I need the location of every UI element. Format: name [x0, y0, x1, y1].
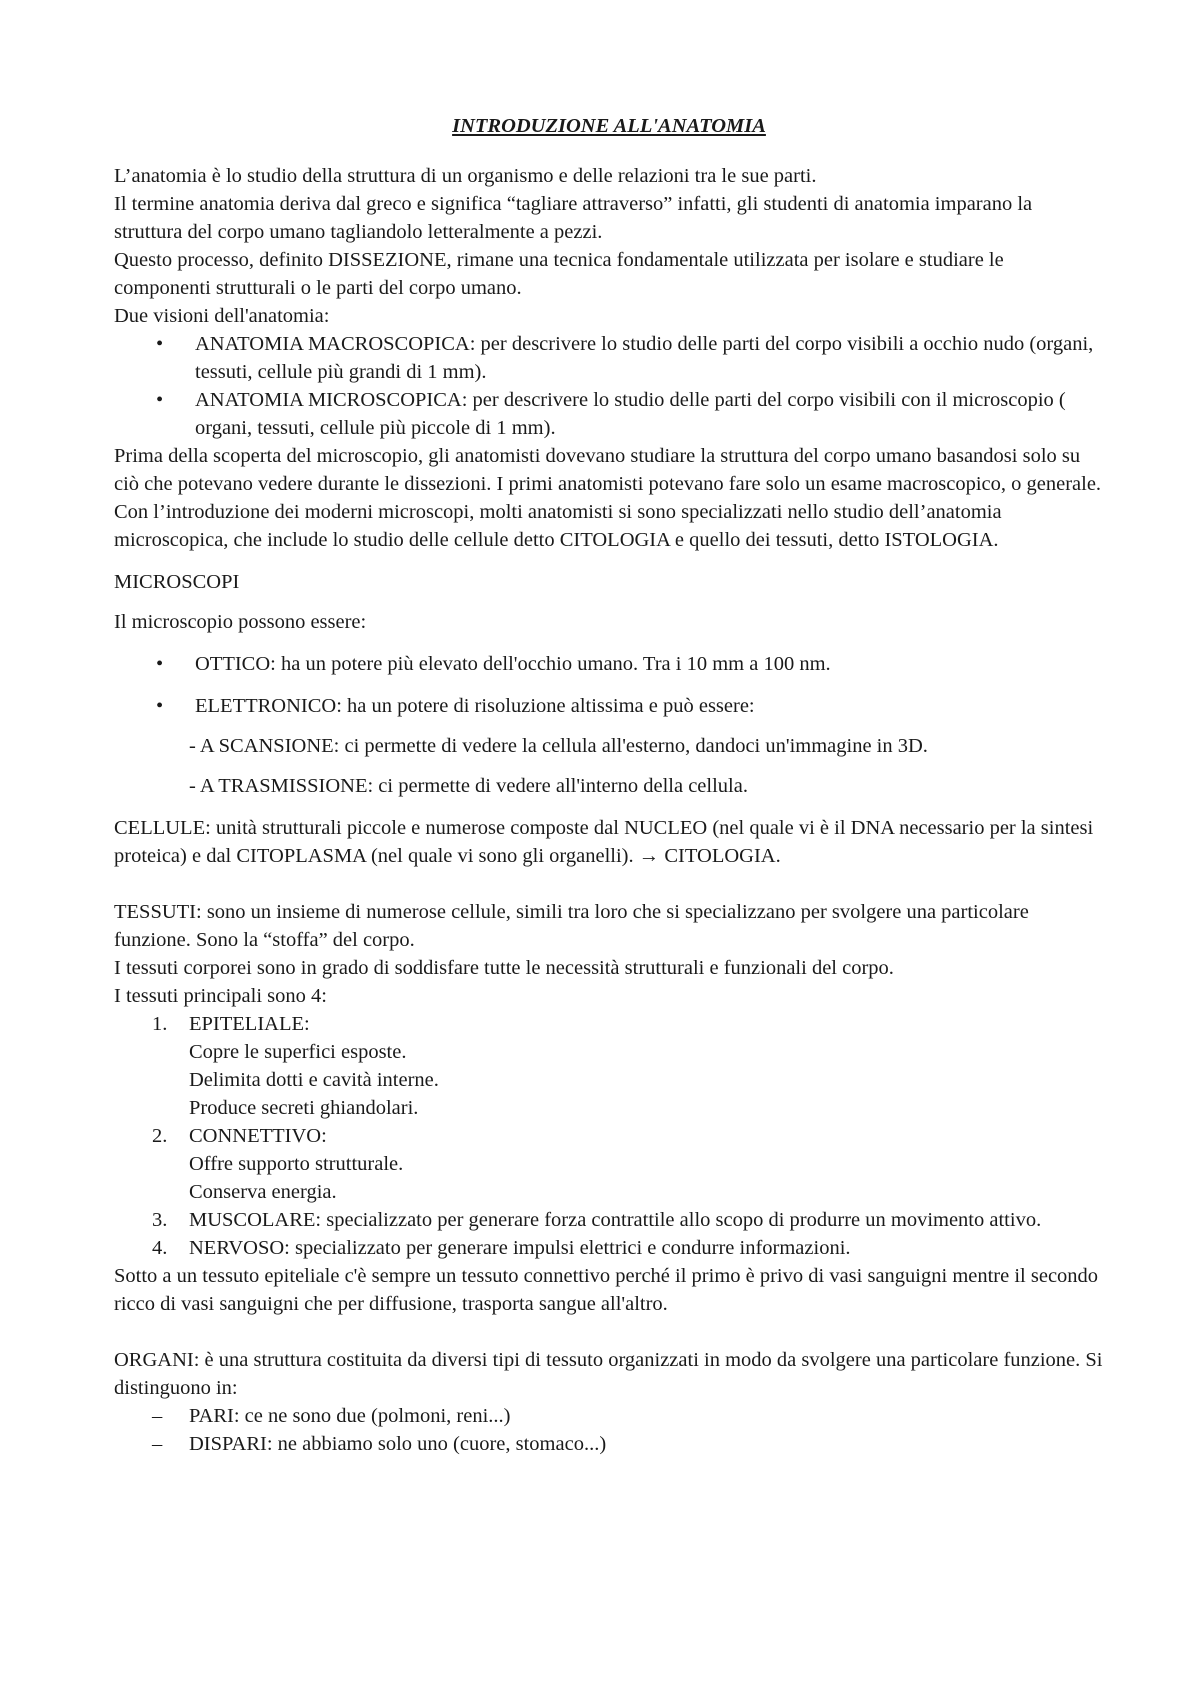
list-item [114, 1122, 1104, 1206]
list-item [114, 386, 1104, 442]
tissues-count: I tessuti principali sono 4: [114, 985, 327, 1007]
tissues-definition: TESSUTI: sono un insieme di numerose cellule, simili tra loro che si specializzano per svolgere una particolare funzione. Sono la “stoffa” del corpo. [114, 901, 1029, 951]
list-item-text: ELETTRONICO: ha un potere di risoluzione altissima e può essere: [195, 695, 755, 717]
list-item-label: NERVOSO: specializzato per generare impulsi elettrici e condurre informazioni. [189, 1237, 851, 1259]
page-title: INTRODUZIONE ALL'ANATOMIA [452, 115, 766, 137]
list-item [114, 1206, 1104, 1234]
list-item-text: PARI: ce ne sono due (polmoni, reni...) [189, 1405, 511, 1427]
organs-definition: ORGANI: è una struttura costituita da diversi tipi di tessuto organizzati in modo da svolgere una particolare funzione. Si distinguono in: [114, 1349, 1103, 1399]
intro-line: L’anatomia è lo studio della struttura di un organismo e delle relazioni tra le sue parti. [114, 165, 817, 187]
list-item-text: DISPARI: ne abbiamo solo uno (cuore, stomaco...) [189, 1433, 607, 1455]
list-number: 2. [152, 1125, 168, 1147]
list-item-text: ANATOMIA MACROSCOPICA: per descrivere lo studio delle parti del corpo visibili a occhio nudo (organi, tessuti, cellule più grandi di 1 mm). [195, 333, 1094, 383]
dash-icon: – [152, 1433, 163, 1455]
anatomy-visions-list [114, 330, 1104, 442]
list-number: 4. [152, 1237, 168, 1259]
intro-line: Questo processo, definito DISSEZIONE, rimane una tecnica fondamentale utilizzata per isolare e studiare le componenti strutturali o le parti del corpo umano. [114, 249, 1004, 299]
intro-line: Due visioni dell'anatomia: [114, 305, 330, 327]
list-item-label: MUSCOLARE: specializzato per generare forza contrattile allo scopo di produrre un movimento attivo. [189, 1209, 1042, 1231]
spacer [114, 870, 1104, 898]
tissue-types-list [114, 1010, 1104, 1262]
list-number: 1. [152, 1013, 168, 1035]
list-item-detail: Copre le superfici esposte. [189, 1041, 407, 1063]
list-item-detail: Offre supporto strutturale. [189, 1153, 404, 1175]
tissues-capability: I tessuti corporei sono in grado di soddisfare tutte le necessità strutturali e funzionali del corpo. [114, 957, 894, 979]
list-item-label: CONNETTIVO: [189, 1125, 327, 1147]
history-paragraph: Prima della scoperta del microscopio, gli anatomisti dovevano studiare la struttura del corpo umano basandosi solo su ciò che potevano vedere durante le dissezioni. I primi anatomisti potevano fare solo un esame macroscopico, o generale. Con l’introduzione dei moderni microscopi, molti anatomisti si sono specializzati nello studio dell’anatomia microscopica, che include lo studio delle cellule detto CITOLOGIA e quello dei tessuti, detto ISTOLOGIA. [114, 445, 1102, 551]
bullet-icon: • [156, 333, 164, 355]
list-item-text: ANATOMIA MICROSCOPICA: per descrivere lo studio delle parti del corpo visibili con il microscopio ( organi, tessuti, cellule più piccole di 1 mm). [195, 389, 1066, 439]
microscopes-lead: Il microscopio possono essere: [114, 611, 367, 633]
list-number: 3. [152, 1209, 168, 1231]
list-item-text: OTTICO: ha un potere più elevato dell'occhio umano. Tra i 10 mm a 100 nm. [195, 653, 831, 675]
bullet-icon: • [156, 653, 164, 675]
intro-line: Il termine anatomia deriva dal greco e significa “tagliare attraverso” infatti, gli studenti di anatomia imparano la struttura del corpo umano tagliandolo letteralmente a pezzi. [114, 193, 1033, 243]
list-item [114, 330, 1104, 386]
cells-paragraph: CELLULE: unità strutturali piccole e numerose composte dal NUCLEO (nel quale vi è il DNA necessario per la sintesi proteica) e dal CITOPLASMA (nel quale vi sono gli organelli). → CITOLOGIA. [114, 817, 1094, 867]
bullet-icon: • [156, 695, 164, 717]
list-item-detail: Produce secreti ghiandolari. [189, 1097, 419, 1119]
dash-icon: – [152, 1405, 163, 1427]
microscope-types-list [114, 650, 1104, 720]
document-body [114, 112, 1104, 1458]
list-item [114, 692, 1104, 720]
organ-types-list [114, 1402, 1104, 1458]
list-item-detail: Conserva energia. [189, 1181, 337, 1203]
microscope-subitem: - A TRASMISSIONE: ci permette di vedere all'interno della cellula. [189, 775, 748, 797]
tissues-note: Sotto a un tessuto epiteliale c'è sempre un tessuto connettivo perché il primo è privo di vasi sanguigni mentre il secondo ricco di vasi sanguigni che per diffusione, trasporta sangue all'altro. [114, 1265, 1099, 1315]
list-item [114, 1430, 1104, 1458]
bullet-icon: • [156, 389, 164, 411]
list-item [114, 1402, 1104, 1430]
list-item [114, 1010, 1104, 1122]
spacer [114, 1318, 1104, 1346]
microscope-subitem: - A SCANSIONE: ci permette di vedere la cellula all'esterno, dandoci un'immagine in 3D. [189, 735, 928, 757]
list-item [114, 650, 1104, 678]
list-item-label: EPITELIALE: [189, 1013, 310, 1035]
section-heading-microscopes: MICROSCOPI [114, 571, 240, 593]
list-item-detail: Delimita dotti e cavità interne. [189, 1069, 439, 1091]
list-item [114, 1234, 1104, 1262]
